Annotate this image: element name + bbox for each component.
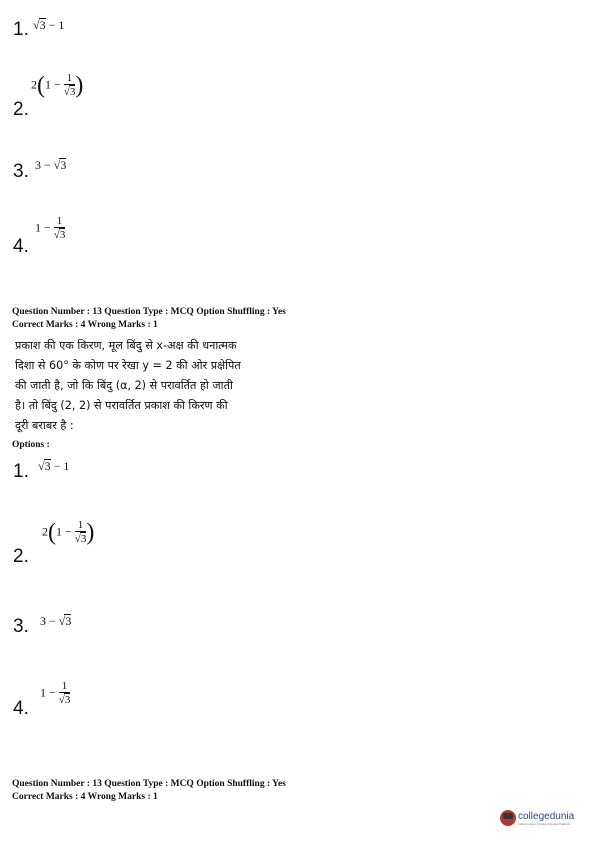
option-number: 3. (13, 616, 29, 637)
option-number: 1. (13, 461, 29, 482)
option-number: 2. (13, 546, 29, 567)
option-number: 3. (13, 161, 29, 182)
option-math: √3 − 1 (38, 459, 70, 473)
question-text (15, 336, 285, 436)
option-math: 1 − $\frac{1}{√3}$ (35, 215, 66, 242)
option-number: 2. (13, 99, 29, 120)
logo-text: collegedunia (518, 810, 575, 822)
question-meta-line1: Question Number : 13 Question Type : MCQ Option Shuffling : Yes (12, 307, 286, 317)
question-meta-line2: Correct Marks : 4 Wrong Marks : 1 (12, 320, 158, 330)
option-math: 2(1 − $\frac{1}{√3}$ ) (31, 72, 84, 99)
question-meta-line2: Correct Marks : 4 Wrong Marks : 1 (12, 792, 158, 802)
collegedunia-logo (500, 810, 574, 826)
option-math: 2(1 − $\frac{1}{√3}$ ) (42, 519, 95, 546)
option-math: 3 − √3 (40, 614, 72, 628)
graduation-cap-icon (500, 810, 516, 826)
question-text-line: है। तो बिंदु (2, 2) से परावर्तित प्रकाश की किरण की (15, 399, 228, 412)
option-number: 4. (13, 236, 29, 257)
question-text-line: की जाती है, जो कि बिंदु (α, 2) से परावर्तित हो जाती (15, 379, 233, 392)
question-text-line: प्रकाश की एक किरण, मूल बिंदु से x-अक्ष की धनात्मक (15, 339, 237, 352)
question-text-line: दूरी बराबर है : (15, 419, 74, 432)
question-text-line: दिशा से 60° के कोण पर रेखा y = 2 की ओर प्रक्षेपित (15, 359, 241, 372)
logo-tagline: India's largest Student Review Platform (518, 821, 571, 826)
option-math: √3 − 1 (33, 18, 65, 32)
options-label: Options : (12, 440, 50, 450)
option-number: 4. (13, 698, 29, 719)
option-math: 1 − $\frac{1}{√3}$ (40, 680, 71, 707)
option-math: 3 − √3 (35, 158, 67, 172)
option-number: 1. (13, 19, 29, 40)
question-meta-line1: Question Number : 13 Question Type : MCQ Option Shuffling : Yes (12, 779, 286, 789)
